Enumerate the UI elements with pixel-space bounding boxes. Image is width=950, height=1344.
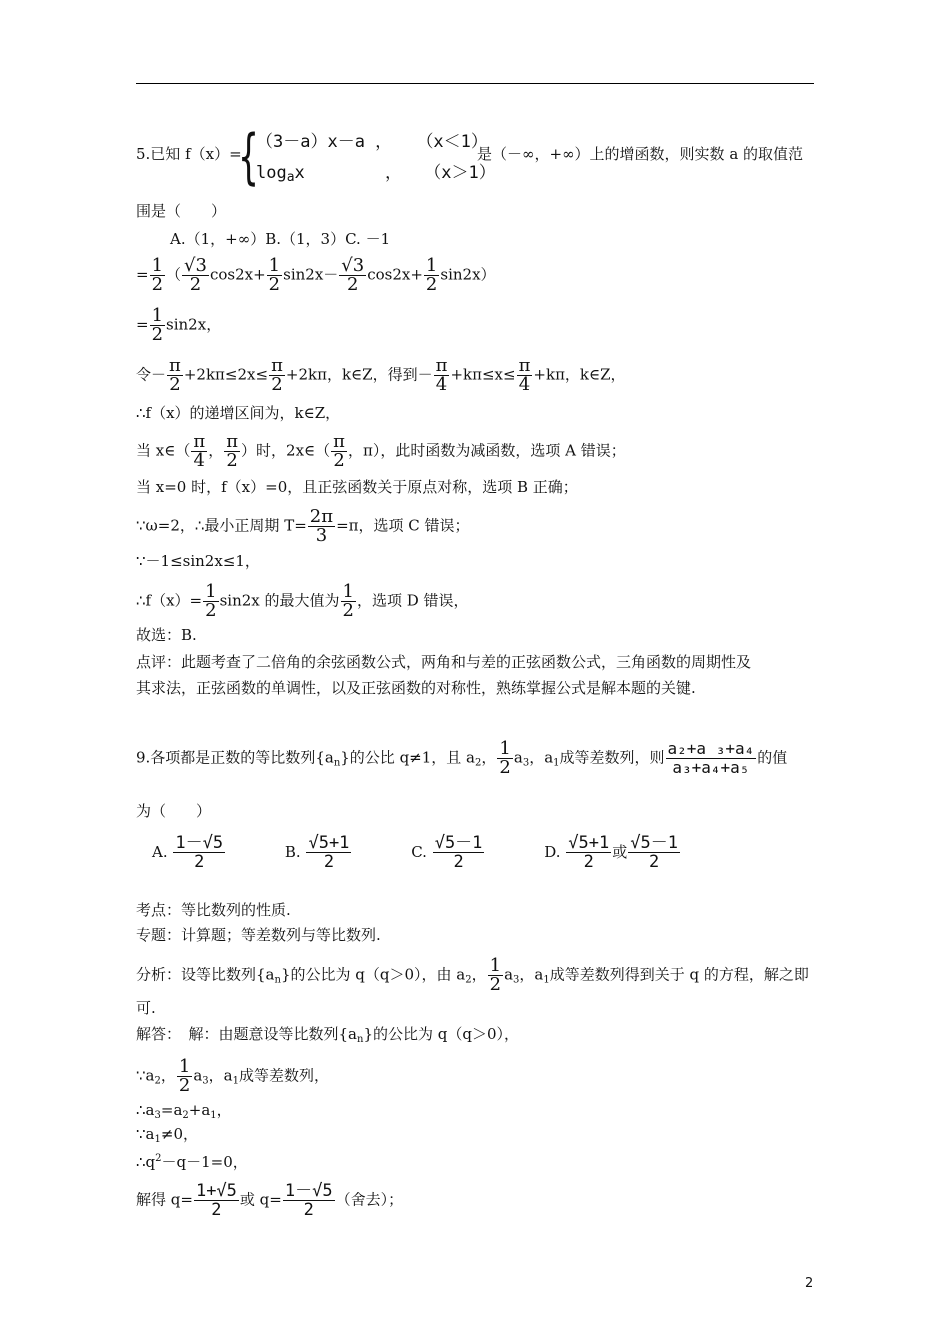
q5-line2: 围是（ ） [136,202,227,220]
q9-options [152,834,681,871]
q9-step3: $\because a_1\ne 0$， [136,1125,198,1145]
piece2: $\log_ax$ ， （x＞1） [256,163,496,185]
q9-kaodian: 考点：等比数列的性质. [136,901,291,919]
option-c: C. $\frac{√5-1}{2}$ [411,833,483,872]
q5-options: A.（1，+∞）B.（1，3）C. －1 [170,230,391,248]
option-a: A. $\frac{1-√5}{2}$ [152,833,224,872]
sol-line6: 当 x=0 时，f（x）=0，且正弦函数关于原点对称，选项 B 正确； [136,478,578,496]
option-d: D. $\frac{√5+1}{2}$ 或 $\frac{√5-1}{2}$ [544,833,678,872]
q9-step4: $\therefore q^2-q-1=0$， [136,1153,248,1171]
q9-step5: 解得 q= $\frac{1+√5}{2}$ 或 q= $\frac{1-√5}{2}$ （舍去）； [136,1181,404,1220]
q9-line2: 为（ ） [136,802,212,820]
piece1: （3－a）x－a ， （x＜1） [256,132,488,152]
q9-stem: 9.各项都是正数的等比数列$\{a_n\}$的公比 q≠1，且 $a_2$， $\frac{1}{2}$ $a_3$，$a_1$成等差数列，则 $\frac{\text{a₂+a ₃+a₄}}{\text{a₃+a₄+a₅}}$ 的值 [136,738,788,778]
sol-line4: ∴f（x）的递增区间为，k∈Z， [136,404,341,422]
q9-jieda: 解答： 解：由题意设等比数列$\{a_n\}$的公比为 q（q＞0）， [136,1025,520,1045]
sol-line5: 当 x∈（ $\frac{\pi}{4}$ ， $\frac{\pi}{2}$ ）时，2x∈（ $\frac{\pi}{2}$ ，π），此时函数为减函数，选项 A 错误； [136,431,626,471]
sol-line1: = $\frac{1}{2}$ （ $\frac{√3}{2}$ cos2x+ $\frac{1}{2}$ sin2x－ $\frac{√3}{2}$ cos2x+ $\frac{1}{2}$ sin2x） [136,255,496,295]
header-rule [136,83,814,84]
q5-prefix: 5.已知 f（x）= [136,145,242,163]
sol-line10: 故选：B. [136,626,197,644]
q9-zhuanti: 专题：计算题；等差数列与等比数列. [136,926,381,944]
q5-suffix: 是（－∞，+∞）上的增函数，则实数 a 的取值范 [477,145,804,163]
piecewise-brace: { [238,122,260,192]
q9-fenxi-line2: 可. [136,999,156,1017]
option-b: B. $\frac{√5+1}{2}$ [284,833,350,872]
sol-line7: ∵ω=2，∴最小正周期 T= $\frac{2\pi}{3}$ =π，选项 C 错误； [136,506,470,546]
page-number: 2 [805,1276,814,1291]
sol-line9: ∴f（x）= $\frac{1}{2}$ sin2x 的最大值为 $\frac{1}{2}$ ，选项 D 错误， [136,581,469,621]
q9-step1: $\because a_2$， $\frac{1}{2}$ $a_3$，$a_1$成等差数列， [136,1056,330,1096]
sol-line2: = $\frac{1}{2}$ sin2x， [136,305,222,345]
sol-line11: 点评：此题考查了二倍角的余弦函数公式，两角和与差的正弦函数公式，三角函数的周期性及 [136,653,752,671]
sol-line3: 令－ $\frac{\pi}{2}$ +2kπ≤2x≤ $\frac{\pi}{2}$ +2kπ，k∈Z，得到－ $\frac{\pi}{4}$ +kπ≤x≤ $\frac{\pi}{4}$ +kπ，k∈Z， [136,355,626,395]
q9-fenxi: 分析：设等比数列$\{a_n\}$的公比为 q（q＞0），由 $a_2$， $\frac{1}{2}$ $a_3$，$a_1$成等差数列得到关于 q 的方程，解之即 [136,955,809,995]
sol-line12: 其求法，正弦函数的单调性，以及正弦函数的对称性，熟练掌握公式是解本题的关键. [136,679,696,697]
q5-line1 [136,144,242,164]
sol-line8: ∵－1≤sin2x≤1， [136,552,260,570]
q9-step2: $\therefore a_3=a_2+a_1$， [136,1101,232,1121]
